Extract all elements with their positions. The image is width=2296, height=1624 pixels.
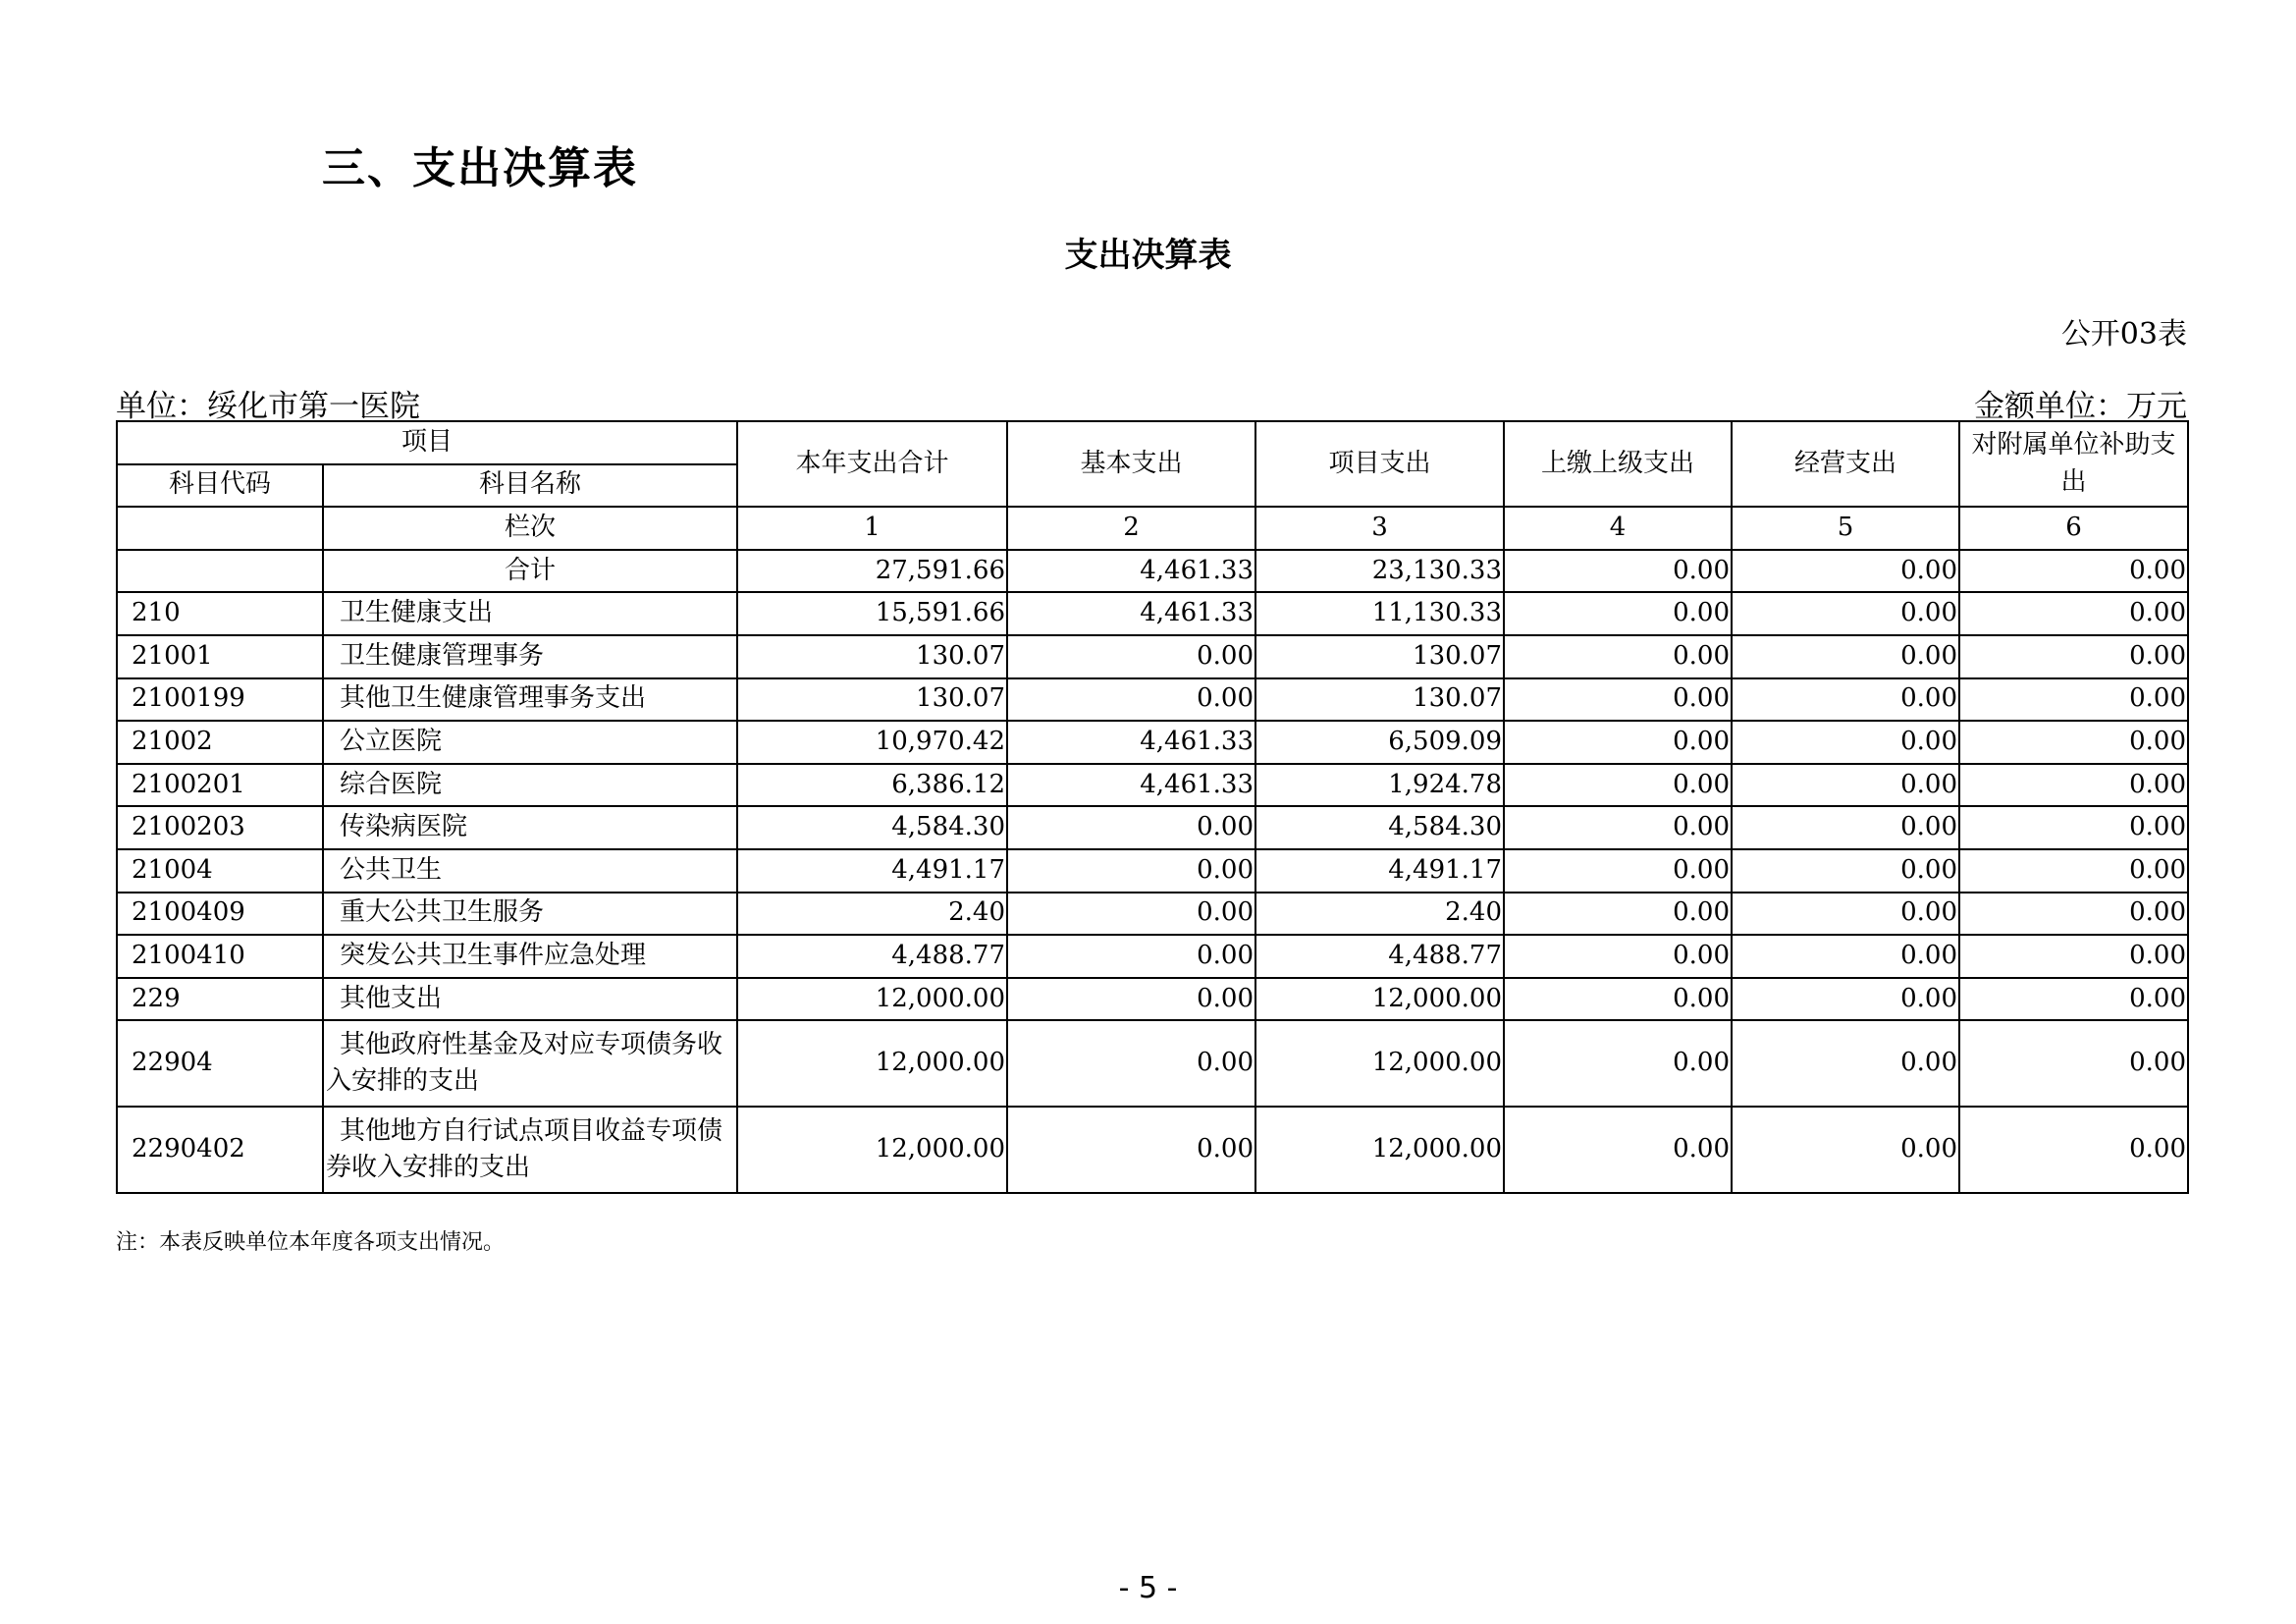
table-row <box>117 592 2188 635</box>
header-row-1 <box>117 421 2188 464</box>
row-subject-name: 其他卫生健康管理事务支出 <box>323 678 737 722</box>
row-subject-name: 其他支出 <box>323 978 737 1021</box>
table-title: 支出决算表 <box>1064 236 1232 275</box>
row-value-6: 0.00 <box>1959 592 2188 635</box>
row-value-4: 0.00 <box>1504 678 1732 722</box>
total-value-4: 0.00 <box>1504 550 1732 593</box>
row-value-2: 0.00 <box>1007 893 1255 936</box>
row-value-6: 0.00 <box>1959 678 2188 722</box>
row-subject-code: 2100410 <box>117 935 323 978</box>
row-value-6: 0.00 <box>1959 721 2188 764</box>
row-subject-name: 公共卫生 <box>323 849 737 893</box>
row-value-1: 130.07 <box>737 635 1007 678</box>
row-value-2: 4,461.33 <box>1007 721 1255 764</box>
row-value-2: 0.00 <box>1007 678 1255 722</box>
row-value-4: 0.00 <box>1504 978 1732 1021</box>
row-subject-name: 其他政府性基金及对应专项债务收入安排的支出 <box>323 1020 737 1107</box>
row-value-4: 0.00 <box>1504 721 1732 764</box>
section-heading: 三、支出决算表 <box>322 143 638 193</box>
row-value-3: 4,584.30 <box>1255 806 1504 849</box>
row-value-1: 12,000.00 <box>737 978 1007 1021</box>
row-value-1: 4,491.17 <box>737 849 1007 893</box>
row-value-5: 0.00 <box>1732 764 1959 807</box>
total-value-1: 27,591.66 <box>737 550 1007 593</box>
row-value-5: 0.00 <box>1732 1020 1959 1107</box>
row-value-3: 12,000.00 <box>1255 1107 1504 1193</box>
row-value-3: 12,000.00 <box>1255 978 1504 1021</box>
table-row <box>117 978 2188 1021</box>
row-subject-code: 21001 <box>117 635 323 678</box>
row-value-1: 6,386.12 <box>737 764 1007 807</box>
row-value-1: 12,000.00 <box>737 1020 1007 1107</box>
table-row <box>117 849 2188 893</box>
header-project-expense: 项目支出 <box>1255 421 1504 507</box>
row-value-3: 130.07 <box>1255 635 1504 678</box>
row-value-2: 4,461.33 <box>1007 592 1255 635</box>
row-subject-name: 其他地方自行试点项目收益专项债券收入安排的支出 <box>323 1107 737 1193</box>
col-number-5: 5 <box>1732 507 1959 550</box>
row-value-6: 0.00 <box>1959 635 2188 678</box>
row-value-5: 0.00 <box>1732 1107 1959 1193</box>
total-value-2: 4,461.33 <box>1007 550 1255 593</box>
row-value-2: 0.00 <box>1007 635 1255 678</box>
row-value-3: 11,130.33 <box>1255 592 1504 635</box>
expense-table <box>116 420 2189 1194</box>
header-subject-code: 科目代码 <box>117 464 323 508</box>
row-value-5: 0.00 <box>1732 849 1959 893</box>
row-value-5: 0.00 <box>1732 978 1959 1021</box>
header-subject-name: 科目名称 <box>323 464 737 508</box>
row-value-2: 0.00 <box>1007 849 1255 893</box>
row-value-1: 15,591.66 <box>737 592 1007 635</box>
row-subject-code: 2100409 <box>117 893 323 936</box>
row-value-1: 2.40 <box>737 893 1007 936</box>
row-value-4: 0.00 <box>1504 1107 1732 1193</box>
column-order-blank <box>117 507 323 550</box>
row-value-2: 0.00 <box>1007 1107 1255 1193</box>
table-note: 注：本表反映单位本年度各项支出情况。 <box>116 1230 506 1255</box>
table-row <box>117 764 2188 807</box>
row-value-1: 130.07 <box>737 678 1007 722</box>
row-value-1: 4,488.77 <box>737 935 1007 978</box>
row-value-3: 4,488.77 <box>1255 935 1504 978</box>
row-subject-code: 21002 <box>117 721 323 764</box>
row-value-6: 0.00 <box>1959 806 2188 849</box>
total-label: 合计 <box>323 550 737 593</box>
total-code-blank <box>117 550 323 593</box>
row-subject-code: 210 <box>117 592 323 635</box>
header-operating-expense: 经营支出 <box>1732 421 1959 507</box>
row-value-4: 0.00 <box>1504 849 1732 893</box>
row-value-5: 0.00 <box>1732 592 1959 635</box>
row-value-6: 0.00 <box>1959 764 2188 807</box>
row-subject-code: 2100199 <box>117 678 323 722</box>
row-subject-name: 卫生健康支出 <box>323 592 737 635</box>
table-row <box>117 635 2188 678</box>
header-project: 项目 <box>117 421 737 464</box>
row-value-1: 12,000.00 <box>737 1107 1007 1193</box>
row-value-2: 4,461.33 <box>1007 764 1255 807</box>
row-value-5: 0.00 <box>1732 721 1959 764</box>
row-value-6: 0.00 <box>1959 1020 2188 1107</box>
row-subject-name: 传染病医院 <box>323 806 737 849</box>
table-row <box>117 1020 2188 1107</box>
row-value-2: 0.00 <box>1007 1020 1255 1107</box>
row-value-6: 0.00 <box>1959 849 2188 893</box>
col-number-3: 3 <box>1255 507 1504 550</box>
col-number-6: 6 <box>1959 507 2188 550</box>
unit-label: 单位：绥化市第一医院 <box>116 389 420 424</box>
row-subject-name: 突发公共卫生事件应急处理 <box>323 935 737 978</box>
row-value-4: 0.00 <box>1504 893 1732 936</box>
row-value-5: 0.00 <box>1732 893 1959 936</box>
row-value-2: 0.00 <box>1007 806 1255 849</box>
row-value-5: 0.00 <box>1732 935 1959 978</box>
row-subject-code: 2290402 <box>117 1107 323 1193</box>
header-total-expense: 本年支出合计 <box>737 421 1007 507</box>
col-number-2: 2 <box>1007 507 1255 550</box>
header-basic-expense: 基本支出 <box>1007 421 1255 507</box>
row-subject-name: 卫生健康管理事务 <box>323 635 737 678</box>
total-row <box>117 550 2188 593</box>
row-value-5: 0.00 <box>1732 635 1959 678</box>
table-row <box>117 893 2188 936</box>
row-value-4: 0.00 <box>1504 806 1732 849</box>
row-subject-name: 重大公共卫生服务 <box>323 893 737 936</box>
row-value-6: 0.00 <box>1959 893 2188 936</box>
row-value-4: 0.00 <box>1504 1020 1732 1107</box>
table-row <box>117 806 2188 849</box>
total-value-3: 23,130.33 <box>1255 550 1504 593</box>
total-value-5: 0.00 <box>1732 550 1959 593</box>
row-value-6: 0.00 <box>1959 1107 2188 1193</box>
row-subject-name: 综合医院 <box>323 764 737 807</box>
row-value-5: 0.00 <box>1732 806 1959 849</box>
col-number-4: 4 <box>1504 507 1732 550</box>
row-value-2: 0.00 <box>1007 935 1255 978</box>
row-value-6: 0.00 <box>1959 978 2188 1021</box>
col-number-1: 1 <box>737 507 1007 550</box>
row-subject-name: 公立医院 <box>323 721 737 764</box>
page-number: - 5 - <box>1118 1571 1178 1605</box>
row-value-6: 0.00 <box>1959 935 2188 978</box>
row-subject-code: 2100203 <box>117 806 323 849</box>
row-value-4: 0.00 <box>1504 935 1732 978</box>
row-value-3: 2.40 <box>1255 893 1504 936</box>
row-subject-code: 21004 <box>117 849 323 893</box>
row-value-3: 1,924.78 <box>1255 764 1504 807</box>
row-value-4: 0.00 <box>1504 764 1732 807</box>
column-order-row <box>117 507 2188 550</box>
header-upper-payment: 上缴上级支出 <box>1504 421 1732 507</box>
row-value-5: 0.00 <box>1732 678 1959 722</box>
row-value-3: 12,000.00 <box>1255 1020 1504 1107</box>
table-row <box>117 678 2188 722</box>
header-subsidiary-subsidy: 对附属单位补助支出 <box>1959 421 2188 507</box>
row-value-3: 4,491.17 <box>1255 849 1504 893</box>
row-value-1: 4,584.30 <box>737 806 1007 849</box>
row-value-3: 6,509.09 <box>1255 721 1504 764</box>
row-subject-code: 2100201 <box>117 764 323 807</box>
row-value-1: 10,970.42 <box>737 721 1007 764</box>
total-value-6: 0.00 <box>1959 550 2188 593</box>
row-subject-code: 229 <box>117 978 323 1021</box>
row-value-2: 0.00 <box>1007 978 1255 1021</box>
row-value-4: 0.00 <box>1504 592 1732 635</box>
table-row <box>117 721 2188 764</box>
row-subject-code: 22904 <box>117 1020 323 1107</box>
amount-unit-label: 金额单位：万元 <box>1974 389 2187 424</box>
column-order-label: 栏次 <box>323 507 737 550</box>
table-row <box>117 935 2188 978</box>
row-value-3: 130.07 <box>1255 678 1504 722</box>
table-row <box>117 1107 2188 1193</box>
row-value-4: 0.00 <box>1504 635 1732 678</box>
form-code: 公开03表 <box>2060 317 2187 352</box>
